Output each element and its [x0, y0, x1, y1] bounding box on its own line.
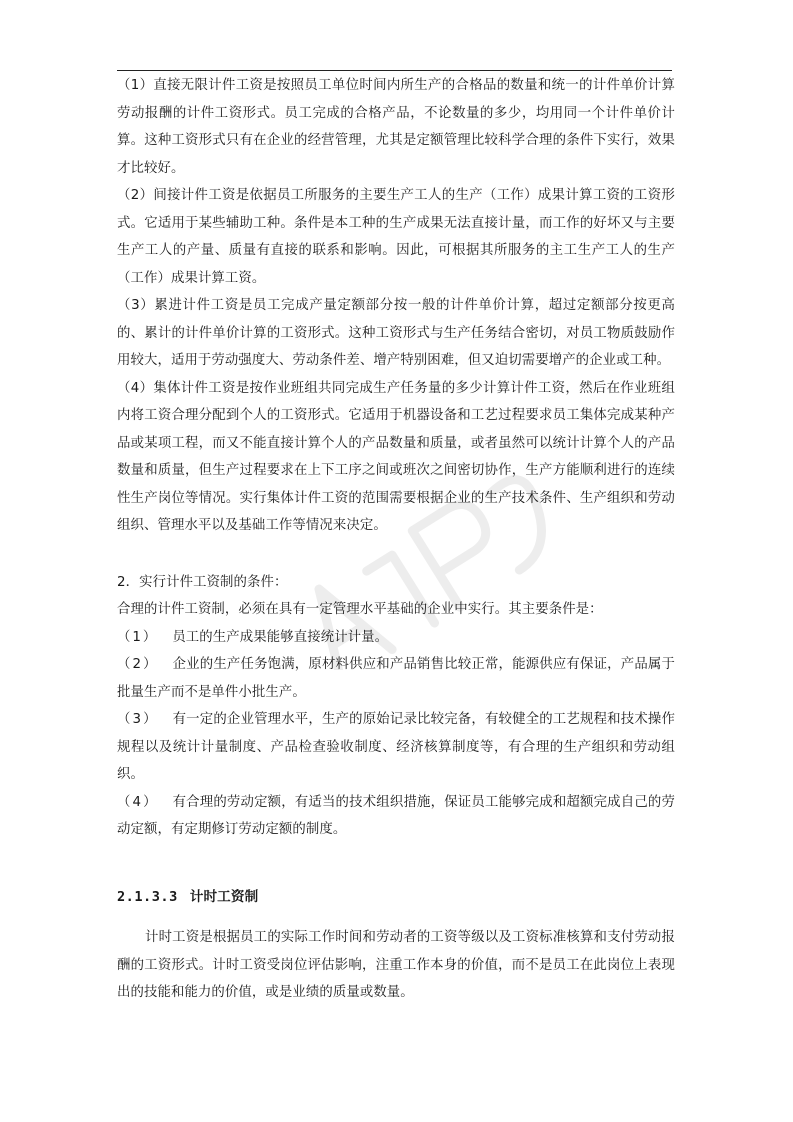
list-marker: （3） — [117, 712, 159, 727]
section-body: 计时工资是根据员工的实际工作时间和劳动者的工资等级以及工资标准核算和支付劳动报酬的工资形式。计时工资受岗位评估影响，注重工作本身的价值，而不是员工在此岗位上表现出的技能和能力的价值，或是业绩的质量或数量。 — [117, 930, 675, 1000]
list-marker: （2） — [117, 657, 159, 672]
paragraph-indirect-piecework: （2）间接计件工资是依据员工所服务的主要生产工人的生产（工作）成果计算工资的工资形式。它适用于某些辅助工种。条件是本工种的生产成果无法直接计量，而工作的好坏又与主要生产工人的产量、质量有直接的联系和影响。因此，可根据其所服务的主工生产工人的生产（工作）成果计算工资。 — [117, 188, 675, 286]
condition-text: 企业的生产任务饱满，原材料供应和产品销售比较正常，能源供应有保证，产品属于批量生产而不是单件小批生产。 — [117, 657, 675, 700]
condition-text: 有一定的企业管理水平，生产的原始记录比较完备，有较健全的工艺规程和技术操作规程以及统计计量制度、产品检查验收制度、经济核算制度等，有合理的生产组织和劳动组织。 — [117, 712, 675, 782]
list-marker: （1） — [117, 629, 159, 645]
header-rule — [117, 70, 672, 71]
condition-item — [117, 706, 675, 789]
condition-text: 员工的生产成果能够直接统计计量。 — [172, 629, 389, 645]
condition-text: 有合理的劳动定额，有适当的技术组织措施，保证员工能够完成和超额完成自己的劳动定额，有定期修订劳动定额的制度。 — [117, 794, 675, 837]
condition-item — [117, 651, 675, 706]
section-heading — [117, 884, 675, 912]
conditions-intro: 合理的计件工资制，必须在具有一定管理水平基础的企业中实行。其主要条件是： — [117, 602, 603, 617]
document-body — [117, 72, 675, 1007]
paragraph-progressive-piecework: （3）累进计件工资是员工完成产量定额部分按一般的计件单价计算，超过定额部分按更高的、累计的计件单价计算的工资形式。这种工资形式与生产任务结合密切，对员工物质鼓励作用较大，适用于劳动强度大、劳动条件差、增产特别困难，但又迫切需要增产的企业或工种。 — [117, 298, 675, 368]
paragraph-direct-piecework: （1）直接无限计件工资是按照员工单位时间内所生产的合格品的数量和统一的计件单价计算劳动报酬的计件工资形式。员工完成的合格产品，不论数量的多少，均用同一个计件单价计算。这种工资形式只有在企业的经营管理，尤其是定额管理比较科学合理的条件下实行，效果才比较好。 — [117, 78, 675, 176]
conditions-title: 2．实行计件工资制的条件： — [117, 574, 288, 590]
section-number: 2.1.3.3 — [117, 888, 178, 905]
spacer — [117, 540, 675, 569]
spacer — [117, 844, 675, 884]
section-title: 计时工资制 — [189, 888, 259, 905]
paragraph-collective-piecework: （4）集体计件工资是按作业班组共同完成生产任务量的多少计算计件工资，然后在作业班组内将工资合理分配到个人的工资形式。它适用于机器设备和工艺过程要求员工集体完成某种产品或某项工程，而又不能直接计算个人的产品数量和质量，或者虽然可以统计计算个人的产品数量和质量，但生产过程要求在上下工序之间或班次之间密切协作，生产方能顺利进行的连续性生产岗位等情况。实行集体计件工资的范围需要根据企业的生产技术条件、生产组织和劳动组织、管理水平以及基础工作等情况来决定。 — [117, 380, 675, 533]
condition-item — [117, 789, 675, 844]
spacer — [117, 911, 675, 924]
list-marker: （4） — [117, 794, 159, 810]
condition-item — [117, 624, 675, 652]
